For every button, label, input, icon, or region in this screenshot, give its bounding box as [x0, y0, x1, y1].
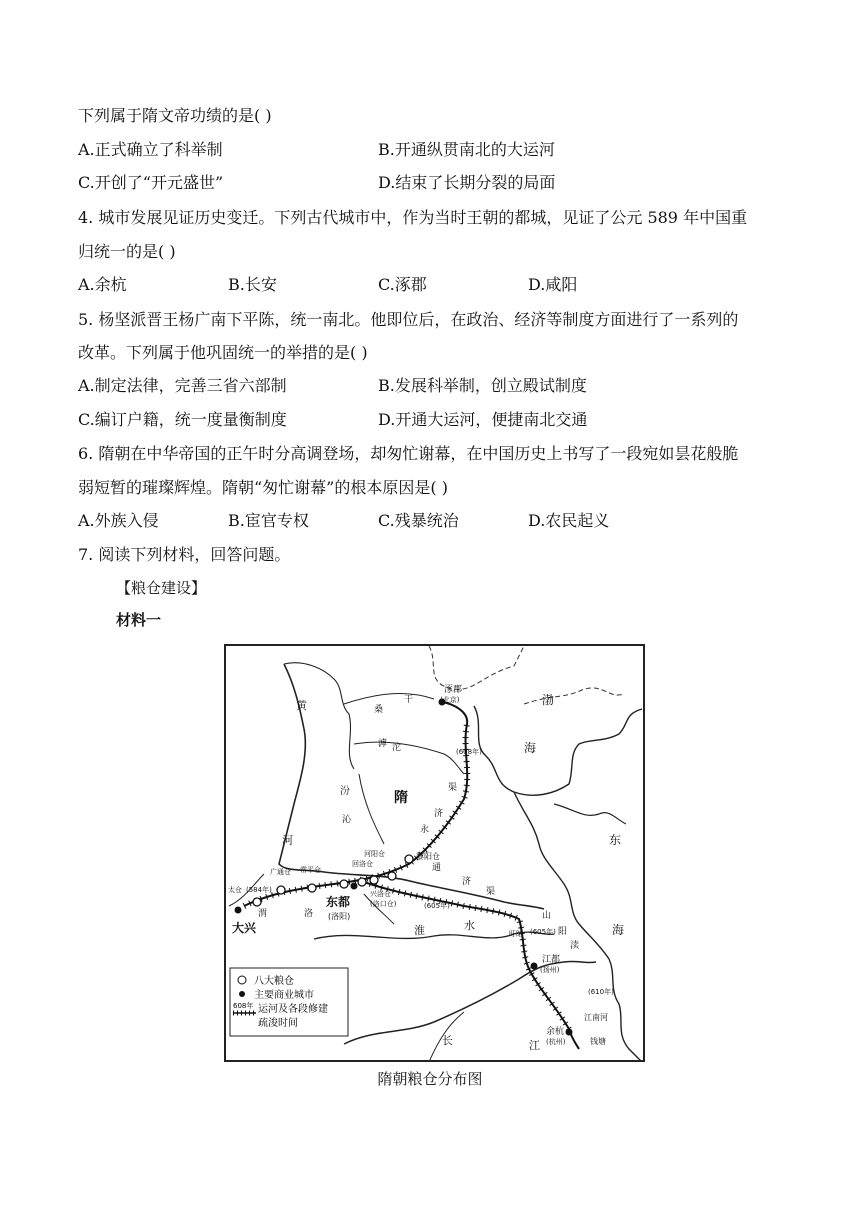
label-jiangdu: 江都	[542, 955, 561, 965]
label-qu: 渠	[448, 783, 458, 793]
label-qin: 沁	[342, 815, 352, 825]
label-hutuo: 滹	[378, 739, 388, 749]
label-heyang: 河阳仓	[364, 850, 385, 858]
label-yangzhou: (扬州)	[540, 966, 560, 974]
legend-canal-label-2: 疏浚时间	[258, 1018, 298, 1029]
label-yuhang: 余杭	[546, 1027, 565, 1037]
q5-stem-line2: 改革。下列属于他巩固统一的举措的是( )	[78, 343, 368, 362]
label-luokou: (洛口仓)	[370, 900, 397, 908]
q6-stem-line1: 6. 隋朝在中华帝国的正午时分高调登场，却匆忙谢幕，在中国历史上书写了一段宛如昙花般脆	[78, 444, 739, 463]
label-qiantang: 钱塘	[590, 1037, 606, 1046]
map-caption: 隋朝粮仓分布图	[377, 1070, 483, 1088]
label-hangzhou: (杭州)	[546, 1038, 566, 1046]
q3-option-a: A.正式确立了科举制	[78, 140, 223, 159]
label-tuo: 沱	[392, 743, 402, 753]
label-luo: 洛	[304, 909, 314, 919]
label-hai2: 海	[612, 923, 625, 937]
label-guangtong: 广通仓	[270, 868, 291, 876]
label-yongji: 永	[420, 825, 430, 835]
sui-granary-map	[224, 644, 645, 1062]
q3-option-b: B.开通纵贯南北的大运河	[378, 140, 555, 159]
label-yr-605: (605年)	[424, 902, 450, 910]
label-beijing: (北京)	[440, 696, 460, 704]
label-liyang: 黎阳仓	[416, 852, 440, 861]
q5-option-d: D.开通大运河，便捷南北交通	[378, 410, 588, 429]
label-yang: 阳	[558, 927, 568, 937]
q3-stem: 下列属于隋文帝功绩的是( )	[78, 106, 272, 125]
q6-option-a: A.外族入侵	[78, 511, 159, 530]
label-jiangnan: 江南河	[584, 1013, 608, 1022]
q6-option-d: D.农民起义	[528, 511, 610, 530]
legend-canal-label-1: 运河及各段修建	[258, 1004, 328, 1015]
section-heading: 【粮仓建设】	[116, 579, 207, 597]
label-shui: 水	[464, 919, 475, 932]
label-du: 渎	[570, 941, 580, 951]
label-xingluo: 兴洛仓	[370, 890, 391, 898]
legend-city-icon	[239, 991, 245, 997]
q3-option-d: D.结束了长期分裂的局面	[378, 173, 556, 192]
label-yr-608: (608年)	[456, 748, 482, 756]
label-ji: 济	[434, 809, 444, 819]
label-huai: 淮	[414, 924, 425, 937]
label-zhuojun: 涿郡	[444, 685, 463, 695]
label-chang: 长	[442, 1034, 453, 1047]
label-ji2: 济	[462, 877, 472, 887]
legend-canal-sample: 608年	[233, 1002, 254, 1010]
label-yr-605b: (605年)	[530, 928, 556, 936]
q4-option-c: C.涿郡	[378, 275, 427, 294]
q6-option-b: B.宦官专权	[228, 511, 309, 530]
label-hai: 海	[524, 741, 537, 755]
label-xuyi: 盱眙	[509, 930, 523, 938]
q4-stem-line2: 归统一的是( )	[78, 242, 176, 261]
label-dong: 东	[609, 833, 622, 847]
label-changping: 常平仓	[300, 866, 321, 874]
label-daxing: 大兴	[232, 921, 257, 935]
label-shan: 山	[542, 911, 552, 921]
legend-granary-label: 八大粮仓	[254, 976, 294, 987]
q7-stem: 7. 阅读下列材料，回答问题。	[78, 545, 291, 564]
label-wei: 渭	[258, 909, 268, 919]
legend-city-label: 主要商业城市	[254, 990, 314, 1001]
q5-option-a: A.制定法律，完善三省六部制	[78, 376, 287, 395]
label-luoyang: (洛阳)	[328, 912, 351, 921]
q4-stem-line1: 4. 城市发展见证历史变迁。下列古代城市中，作为当时王朝的都城，见证了公元 589 年中国重	[78, 208, 748, 227]
label-taicang: 太仓	[228, 886, 242, 894]
q4-option-b: B.长安	[228, 275, 277, 294]
q5-option-b: B.发展科举制，创立殿试制度	[378, 376, 587, 395]
label-he: 河	[282, 834, 293, 847]
q3-option-c: C.开创了“开元盛世”	[78, 173, 224, 192]
label-bo: 渤	[542, 693, 555, 707]
label-jiang: 江	[529, 1039, 540, 1052]
label-huang: 黄	[296, 699, 307, 712]
q6-option-c: C.残暴统治	[378, 511, 459, 530]
label-tongji: 通	[432, 863, 442, 873]
q4-option-a: A.余杭	[78, 275, 127, 294]
label-sanggan: 桑	[374, 705, 384, 715]
label-dongdu: 东都	[326, 895, 351, 909]
label-yr-584: (584年)	[246, 886, 272, 894]
material-label: 材料一	[116, 611, 162, 629]
legend-granary-icon	[238, 976, 246, 984]
label-yr-610: (610年)	[588, 988, 614, 996]
label-fen: 汾	[340, 786, 350, 797]
q6-stem-line2: 弱短暂的璀璨辉煌。隋朝“匆忙谢幕”的根本原因是( )	[78, 478, 448, 497]
label-gan: 干	[404, 695, 414, 705]
q5-option-c: C.编订户籍，统一度量衡制度	[78, 410, 287, 429]
label-huiluo: 回洛仓	[352, 860, 373, 868]
q5-stem-line1: 5. 杨坚派晋王杨广南下平陈，统一南北。他即位后，在政治、经济等制度方面进行了一系列的	[78, 310, 739, 329]
q4-option-d: D.咸阳	[528, 275, 578, 294]
label-qu2: 渠	[486, 887, 496, 897]
label-sui: 隋	[394, 790, 408, 806]
